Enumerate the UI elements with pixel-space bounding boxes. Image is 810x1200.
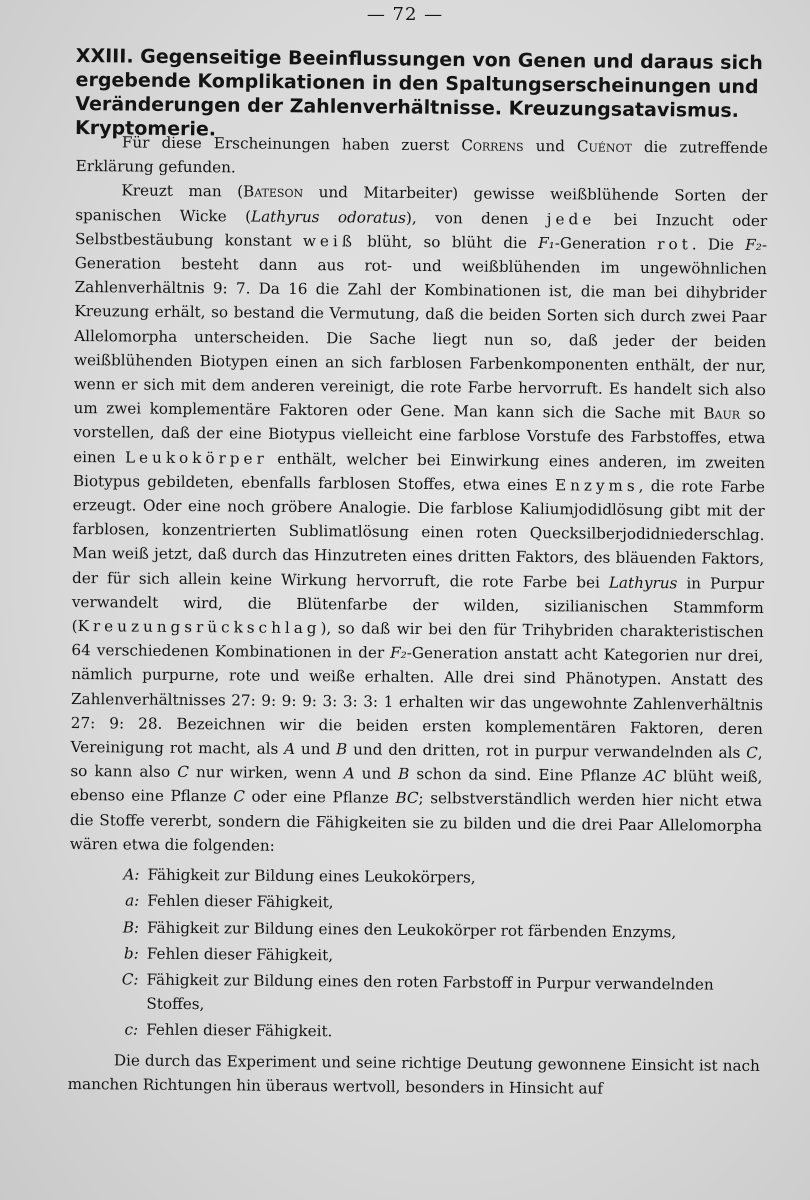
list-key: a:	[125, 891, 140, 910]
text-run: ), so daß wir bei den für Trihybriden charakteristischen 64 verschiedenen Kombinationen in der	[71, 619, 764, 663]
text-run: oder eine Pflanze	[244, 787, 396, 808]
text-run: bei Inzucht oder Selbstbestäubung konstant	[74, 210, 768, 250]
text-run: , so kann also	[70, 744, 763, 782]
text-run: und	[295, 740, 337, 759]
closing-paragraph: Die durch das Experiment und seine richtige Deutung gewonnene Einsicht ist nach manchen Richtungen hin überaus wertvoll, besonders in Hinsicht auf	[67, 1050, 760, 1098]
allelomorph-list	[68, 862, 762, 1047]
paragraph-2	[70, 178, 768, 862]
list-item	[69, 914, 761, 944]
text-run: . Die	[691, 235, 746, 254]
text-run: die zutreffende Erklärung gefunden.	[75, 137, 768, 177]
text-run: schon da sind. Eine Pflanze	[409, 765, 644, 786]
list-item	[69, 888, 761, 918]
generation-symbol: F₂	[745, 235, 762, 254]
factor-symbol: A	[343, 764, 355, 783]
list-text: Fähigkeit zur Bildung eines den roten Farbstoff in Purpur verwandelnden Stoffes,	[146, 970, 714, 1014]
factor-symbol: C	[233, 787, 246, 806]
text-run: Für diese Erscheinungen haben zuerst	[121, 133, 462, 155]
list-item	[69, 941, 761, 971]
page-number: — 72 —	[366, 4, 444, 25]
text-run: ; selbstverständlich werden hier nicht etwa die Stoffe vererbt, sondern die Fähigkeiten sie zu bilden und die drei Paar Allelomorpha wären etwa die folgenden:	[69, 789, 763, 855]
list-item	[68, 967, 760, 1021]
factor-symbol: B	[336, 740, 348, 759]
author-name: Correns	[461, 136, 524, 155]
spaced-word: Kreuzungsrückschlag	[77, 617, 321, 638]
list-text: Fehlen dieser Fähigkeit.	[146, 1020, 333, 1041]
list-text: Fehlen dieser Fähigkeit,	[147, 891, 334, 912]
list-text: Fähigkeit zur Bildung eines Leukokörpers,	[147, 865, 476, 887]
factor-symbol: AC	[643, 767, 667, 786]
species-name: Lathyrus odoratus	[250, 207, 407, 227]
species-name: Lathyrus	[608, 573, 678, 592]
list-key: B:	[122, 917, 140, 937]
list-key: c:	[124, 1020, 139, 1039]
text-run: enthält, welcher bei Einwirkung eines anderen, im zweiten Biotypus gebildeten, ebenfalls farblosen Stoffes, etwa eines	[72, 449, 766, 495]
list-item	[69, 862, 761, 892]
author-name: Cuénot	[576, 137, 632, 156]
generation-symbol: F₂	[390, 644, 407, 663]
text-run: nur wirken, wenn	[188, 763, 344, 783]
text-run: Kreuzt man (	[121, 181, 244, 201]
factor-symbol: C	[177, 763, 190, 782]
list-key: A:	[123, 865, 140, 884]
factor-symbol: BC	[395, 789, 419, 808]
text-run: blüht, so blüht die	[355, 232, 539, 252]
factor-symbol: A	[284, 739, 296, 759]
factor-symbol: B	[398, 765, 410, 784]
text-run: und Mitarbeiter) gewisse weißblühende Sorten der spanischen Wicke (	[75, 183, 768, 226]
factor-symbol: C	[746, 743, 758, 763]
list-key: b:	[123, 944, 139, 963]
list-text: Fähigkeit zur Bildung eines den Leukokörper rot färbenden Enzyms,	[146, 918, 677, 941]
text-run: so vorstellen, daß der eine Biotypus vielleicht eine farblose Vorstufe des Farbstoffes, etwa einen	[73, 405, 766, 467]
text-run: , die rote Farbe erzeugt. Oder eine noch gröbere Analogie. Die farblose Kaliumjodidlösung gibt mit der farblosen, konzentrierten Sublimatlösung einen roten Quecksilberjodidniederschlag. Man weiß jetzt, daß durch das Hinzutreten eines dritten Faktors, des bläuenden Faktors, der für sich allein keine Wirkung hervorruft, die rote Farbe bei	[72, 476, 766, 592]
list-key: C:	[121, 970, 139, 989]
author-name: Bateson	[243, 182, 304, 202]
spaced-word: Enzyms	[554, 476, 639, 495]
spaced-word: Leukokörper	[124, 448, 268, 468]
paragraph-1	[76, 130, 768, 184]
spaced-word: jede	[546, 209, 596, 229]
spaced-word: weiß	[302, 231, 356, 251]
text-run: in Purpur verwandelt wird, die Blütenfarbe der wilden, sizilianischen Stammform (	[71, 573, 765, 636]
text-run: und	[354, 764, 399, 784]
text-run: und	[523, 136, 578, 156]
text-run: -Generation besteht dann aus rot- und weißblühenden im ungewöhnlichen Zahlenverhältnis 9: 7. Da 16 die Zahl der Kombinationen ist, die man bei dihybrider Kreuzung erhält, so bestand die Vermutung, daß die beiden Sorten sich durch zwei Paar Allelomorpha unterscheiden. Die Sache liegt nun so, daß jeder der beiden weißblühenden Biotypen einen an sich farblosen Farbenkomponenten enthält, der nur, wenn er sich mit dem anderen vereinigt, die rote Farbe hervorruft. Es handelt sich also um zwei komplementäre Faktoren oder Gene. Man kann sich die Sache mit	[73, 235, 768, 423]
text-run: -Generation anstatt acht Kategorien nur drei, nämlich purpurne, rote und weiße erhalten. Alle drei sind Phänotypen. Anstatt des Zahlenverhältnisses 27: 9: 9: 9: 3: 3: 3: 1 erhalten wir das ungewohnte Zahlenverhältnis 27: 9: 28. Bezeichnen wir die beiden ersten komplementären Faktoren, deren Vereinigung rot macht, als	[70, 644, 764, 758]
author-name: Baur	[703, 404, 741, 424]
generation-symbol: F₁	[538, 233, 555, 252]
text-run: und den dritten, rot in purpur verwandelnden als	[347, 740, 747, 762]
text-run: blüht weiß, ebenso eine Pflanze	[70, 767, 763, 806]
text-run: -Generation	[554, 233, 658, 253]
spaced-word: rot	[657, 234, 692, 254]
list-item	[68, 1017, 760, 1047]
list-text: Fehlen dieser Fähigkeit,	[146, 944, 334, 964]
text-run: ), von denen	[405, 208, 547, 228]
section-heading: XXIII. Gegenseitige Beeinflussungen von Genen und daraus sich ergebende Komplikationen in den Spaltungserscheinungen und Veränderungen der Zahlenverhältnisse. Kreuzungsatavismus. Kryptomerie.	[75, 44, 763, 141]
body-text	[68, 130, 768, 1102]
